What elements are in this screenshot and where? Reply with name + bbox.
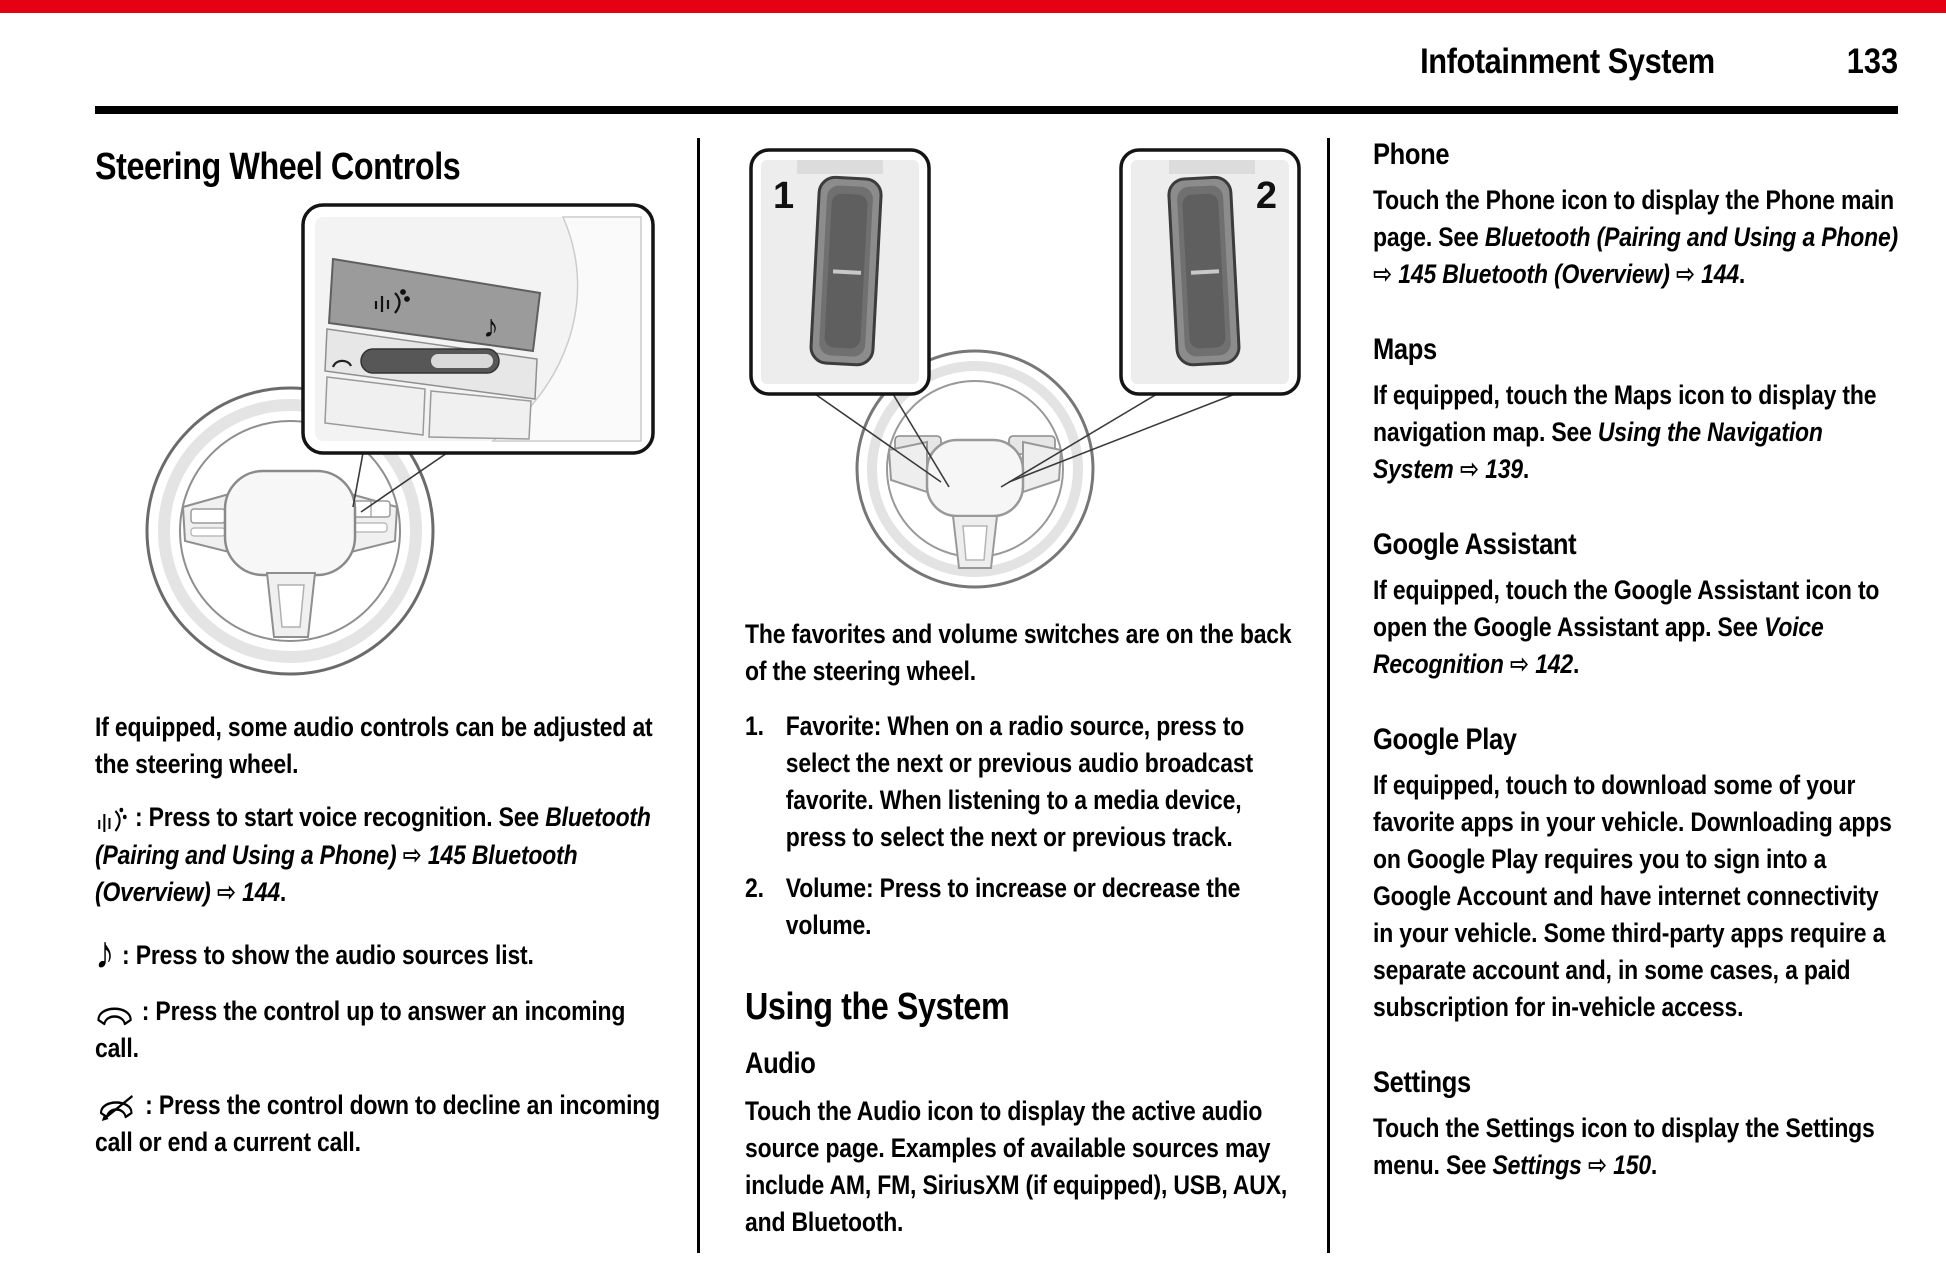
header-rule [95,106,1898,114]
page-number: 133 [1846,42,1898,81]
volume-switch-callout [1121,150,1299,394]
list-number: 1. [745,711,764,741]
switch-list [745,708,1305,944]
list-item-favorite: 1. Favorite: When on a radio source, press to select the next or previous audio broadcast favorite. When listening to a media device, press to select the next or previous track. [745,708,1305,856]
section-google-assistant [1373,528,1901,683]
favorite-rocker-switch [810,177,882,366]
phone-paragraph: Touch the Phone icon to display the Phone main page. See Bluetooth (Pairing and Using a Phone) ⇨ 145 Bluetooth (Overview) ⇨ 144. [1373,185,1899,289]
section-settings [1373,1066,1901,1184]
section-maps [1373,333,1901,488]
subheading-settings: Settings [1373,1066,1471,1099]
subheading-phone: Phone [1373,138,1450,171]
google-assistant-paragraph: If equipped, touch the Google Assistant icon to open the Google Assistant app. See Voice Recognition ⇨ 142. [1373,575,1880,679]
maps-paragraph: If equipped, touch the Maps icon to display the navigation map. See Using the Navigation System ⇨ 139. [1373,380,1877,484]
intro-paragraph: If equipped, some audio controls can be adjusted at the steering wheel. [95,712,653,779]
music-note-icon: ♪ [95,925,115,978]
subheading-google-play: Google Play [1373,723,1517,756]
back-switches-illustration [745,144,1305,606]
back-switches-figure [745,144,1305,606]
callout-label-1: 1 [773,175,795,217]
list-number: 2. [745,873,764,903]
steering-wheel-controls-figure [95,201,665,699]
audio-sources-paragraph: ♪ : Press to show the audio sources list. [95,925,534,978]
list-item-volume: 2. Volume: Press to increase or decrease the volume. [745,870,1305,944]
music-note-icon: ♪ [483,308,499,344]
voice-recognition-paragraph: : Press to start voice recognition. See Bluetooth (Pairing and Using a Phone) ⇨ 145 Bluetooth (Overview) ⇨ 144. [95,802,651,907]
column-divider-left [697,138,700,1253]
column-divider-right [1327,138,1330,1253]
volume-rocker-switch [1168,177,1240,366]
middle-column [745,138,1305,1241]
chapter-title: Infotainment System [1420,42,1715,81]
controls-inset-callout [303,205,653,453]
answer-call-paragraph: : Press the control up to answer an incoming call. [95,995,626,1063]
subheading-audio: Audio [745,1047,816,1080]
section-heading-steering-wheel-controls: Steering Wheel Controls [95,146,461,188]
switches-intro-paragraph: The favorites and volume switches are on the back of the steering wheel. [745,619,1292,686]
callout-label-2: 2 [1255,175,1277,217]
decline-call-icon [95,1092,138,1122]
steering-wheel-controls-illustration [95,201,660,699]
decline-call-paragraph: : Press the control down to decline an incoming call or end a current call. [95,1089,660,1157]
settings-paragraph: Touch the Settings icon to display the Settings menu. See Settings ⇨ 150. [1373,1113,1875,1180]
voice-recognition-icon [95,801,127,837]
top-red-bar [0,0,1946,13]
section-google-play [1373,723,1901,1026]
right-column [1373,138,1901,1224]
section-heading-using-the-system: Using the System [745,986,1010,1028]
subheading-google-assistant: Google Assistant [1373,528,1577,561]
section-phone [1373,138,1901,293]
audio-paragraph: Touch the Audio icon to display the active audio source page. Examples of available sources may include AM, FM, SiriusXM (if equipped), USB, AUX, and Bluetooth. [745,1096,1288,1237]
page-header [1420,42,1898,82]
favorite-switch-callout [751,150,929,394]
subheading-maps: Maps [1373,333,1437,366]
left-column [95,138,665,1161]
answer-call-icon [95,1000,134,1026]
google-play-paragraph: If equipped, touch to download some of your favorite apps in your vehicle. Downloading apps on Google Play requires you to sign into a Google Account and have internet connectivity in your vehicle. Some third-party apps require a separate account and, in some cases, a paid subscription for in-vehicle access. [1373,770,1892,1022]
